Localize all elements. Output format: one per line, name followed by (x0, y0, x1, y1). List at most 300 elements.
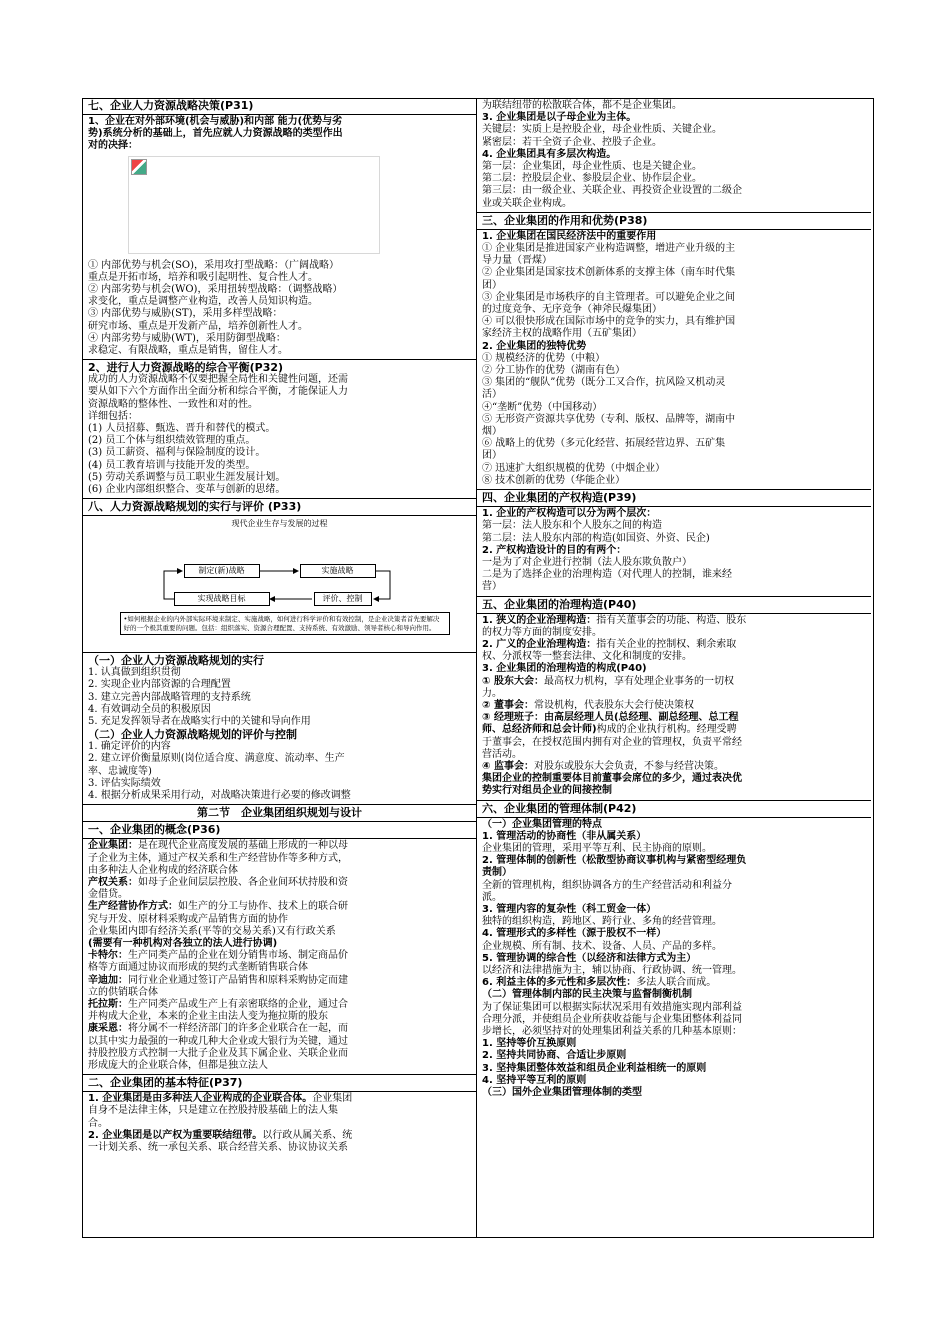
line-text: 业或关联企业构成。 (482, 197, 572, 209)
line-text: 导力量（晋煤） (482, 255, 552, 267)
line-text: 以经济和法律措施为主，辅以协商、行政协调、统一管理。 (482, 965, 742, 976)
text-line (482, 615, 866, 627)
line-text: ③ 集团的“舰队”优势（既分工又合作，抗风险又机动灵 (482, 377, 726, 389)
text-line (482, 688, 866, 700)
diagram-box-evaluate: 评价、控制 (314, 592, 372, 606)
text-line: ① 内部优势与机会(SO)，采用攻打型战略：（广阔战略） (88, 259, 340, 271)
text-line (482, 773, 866, 785)
text-line (482, 450, 866, 462)
text-line (482, 916, 866, 928)
text-line (482, 1002, 866, 1014)
line-text: 第二层：法人股东内部的构造(如国资、外资、民企) (482, 532, 710, 544)
text-line (482, 965, 866, 977)
line-text: 指有关企业的控制权、剩余索取 (596, 638, 737, 650)
bold-term: （三）国外企业集团管理体制的类型 (482, 1087, 642, 1099)
text-line (88, 950, 471, 962)
text-line (88, 1023, 471, 1035)
text-line (482, 953, 866, 965)
text-line (482, 316, 866, 328)
management-lines (482, 819, 866, 1100)
text-line (482, 892, 866, 904)
text-line (482, 1075, 866, 1087)
line-text: 第一层：企业集团，母企业性质、也是关键企业。 (482, 161, 702, 173)
line-text: ⑤ 无形资产资源共享优势（专利、版权、品牌等，湖南中 (482, 413, 736, 425)
bold-term: 1. 坚持等价互换原则 (482, 1038, 577, 1050)
text-line: 详细包括： (88, 410, 138, 422)
text-line (482, 855, 866, 867)
line-text: 构成的企业执行机构。经理受聘 (596, 724, 737, 736)
line-text: 是在现代企业高度发展的基础上形成的一种以母 (138, 840, 348, 852)
swot-block (83, 115, 476, 360)
bold-term: (需要有一种机构对各独立的法人进行协调) (88, 937, 278, 949)
text-line: 率、忠诚度等) (88, 765, 152, 777)
text-line (482, 508, 866, 520)
line-text: 的过度竞争、无序竞争（神斧民爆集团） (482, 304, 662, 316)
text-line: 4. 根据分析成果采用行动，对战略决策进行必要的修改调整 (88, 790, 351, 802)
text-line: 成功的人力资源战略不仅要把握全局性和关键性问题，还需 (88, 374, 348, 386)
group-concept-block (83, 839, 476, 1075)
bold-term: 2. 管理体制的创新性（松散型协商议事机构与紧密型经理负 (482, 855, 747, 867)
text-line: ② 内部劣势与机会(WO)，采用扭转型战略：（调整战略） (88, 284, 343, 296)
text-line (88, 1118, 471, 1130)
text-line (482, 149, 866, 161)
roles-lines (482, 231, 866, 487)
line-text: 企业集团 (312, 1093, 353, 1105)
text-line (482, 749, 866, 761)
text-line (482, 1026, 866, 1038)
text-line (482, 292, 866, 304)
line-text: 一是为了对企业进行控制（法人股东欺负散户） (482, 556, 692, 568)
bold-term: 1. 狭义的企业治理构造： (482, 614, 597, 626)
text-line (482, 1063, 866, 1075)
bold-term: ④ 监事会： (482, 760, 534, 772)
line-text: 全新的管理机构，组织协调各方的生产经营活动和利益分 (482, 879, 732, 891)
line-text: 企业集团的管理，采用平等互利、民主协商的原则。 (482, 842, 712, 854)
text-line (88, 999, 471, 1011)
bold-term: 2. 企业集团的独特优势 (482, 340, 587, 352)
swot-intro (88, 116, 471, 153)
bold-term: 2. 企业集团是以产权为重要联结纽带。 (88, 1129, 263, 1141)
line-text: 独特的组织构造，跨地区、跨行业、多角的经营管理。 (482, 916, 722, 928)
bold-term: ① 股东大会： (482, 675, 544, 687)
bold-term: 2. 产权构造设计的目的有两个： (482, 544, 627, 556)
text-line (482, 438, 866, 450)
text-line: (2) 员工个体与组织绩效管理的重点。 (88, 435, 256, 447)
line-text: 将分属不一样经济部门的许多企业联合在一起，而 (128, 1023, 348, 1035)
line-text: 自身不是法律主体，只是建立在控股持股基础上的法人集 (88, 1105, 338, 1117)
text-line (482, 724, 866, 736)
text-line (482, 365, 866, 377)
roles-title-block (477, 213, 871, 230)
text-line: 1. 认真做到组织贯彻 (88, 667, 181, 679)
text-line (482, 700, 866, 712)
management-title-block (477, 801, 871, 818)
implementation-lines (88, 667, 471, 728)
property-lines (482, 508, 866, 593)
bold-term: ③ 经理班子：由高层经理人员(总经理、副总经理、总工程 (482, 712, 739, 724)
text-line: (3) 员工薪资、福利与保险制度的设计。 (88, 447, 266, 459)
line-text: 团） (482, 450, 502, 462)
text-line (482, 1087, 866, 1099)
line-text: 究与开发、原材料采购或产品销售方面的协作 (88, 913, 288, 925)
text-line (482, 198, 866, 210)
line-text: 营活动。 (482, 748, 522, 760)
text-line (482, 941, 866, 953)
text-line (482, 463, 866, 475)
text-line (88, 975, 471, 987)
implementation-evaluation-block (83, 653, 476, 805)
bold-term: 1. 企业的产权构造可以分为两个层次： (482, 508, 657, 520)
implementation-subtitle: （一）企业人力资源战略规划的实行 (88, 654, 264, 668)
bold-term: 产权关系： (88, 876, 138, 888)
text-line (88, 1093, 471, 1105)
text-line (482, 426, 866, 438)
bold-term: 5. 管理协调的综合性（以经济和法律方式为主） (482, 952, 697, 964)
text-line: 求变化，重点是调整产业构造，改善人员知识构造。 (88, 296, 318, 308)
bold-term: 2. 坚持共同协商、合适让步原则 (482, 1050, 627, 1062)
text-line (88, 938, 471, 950)
line-text: 形成庞大的企业联合体，但都是独立法人 (88, 1059, 268, 1071)
implementation-title: 八、人力资源战略规划的实行与评价 (P33) (88, 500, 302, 514)
section-hr-strategy-decision (83, 99, 476, 115)
text-line (482, 627, 866, 639)
governance-lines (482, 615, 866, 798)
line-text: ⑧ 技术创新的优势（华能企业） (482, 474, 626, 486)
bold-term: 责制） (482, 867, 512, 879)
text-line (482, 353, 866, 365)
text-line (88, 1060, 471, 1072)
right-column (477, 99, 871, 1237)
text-line: (5) 劳动关系调整与员工职业生涯发展计划。 (88, 471, 286, 483)
text-line (482, 557, 866, 569)
text-line (482, 533, 866, 545)
text-line: 3. 评估实际绩效 (88, 777, 161, 789)
left-column (83, 99, 477, 1237)
line-text: 活） (482, 389, 502, 401)
text-line (88, 987, 471, 999)
text-line: 1、企业在对外部环境(机会与威胁)和内部 能力(优势与劣 (88, 116, 343, 127)
text-line (482, 255, 866, 267)
bold-term: 4. 坚持平等互利的原则 (482, 1074, 587, 1086)
governance-title-block (477, 597, 871, 614)
line-text: ① 企业集团是推进国家产业构造调整，增进产业升级的主 (482, 243, 736, 255)
line-text: 营） (482, 581, 502, 593)
bold-term: 1. 企业集团是由多种法人企业构成的企业联合体。 (88, 1093, 313, 1105)
line-text: 如母子企业间层层控股、各企业间环状持股和资 (138, 876, 348, 888)
line-text: 力。 (482, 687, 502, 699)
text-line (88, 962, 471, 974)
text-line (482, 831, 866, 843)
line-text: 烟） (482, 426, 502, 438)
text-line: 3. 建立完善内部战略管理的支持系统 (88, 691, 251, 703)
diagram-title: 现代企业生存与发展的过程 (231, 519, 328, 529)
text-line (482, 520, 866, 532)
document-page (82, 98, 874, 1238)
line-text: ② 企业集团是国家技术创新体系的支撑主体（南车时代集 (482, 267, 736, 279)
text-line (88, 1142, 471, 1154)
bold-term: 2. 广义的企业治理构造： (482, 638, 597, 650)
text-line: 对的决择： (88, 140, 138, 152)
text-line (482, 819, 866, 831)
line-text: 关键层：实质上是控股企业，母企业性质、关键企业。 (482, 124, 722, 136)
balance-lines (88, 374, 471, 496)
line-text: 派。 (482, 891, 502, 903)
group-concept-lines (88, 840, 471, 1072)
line-text: 为联结纽带的松散联合体，都不是企业集团。 (482, 100, 682, 111)
bold-term: 卡特尔： (88, 950, 128, 962)
bold-term: 势实行对组员企业的间接控制 (482, 785, 612, 797)
bold-term: 3. 管理内容的复杂性（科工贸金一体） (482, 903, 657, 915)
line-text: 立的供销联合体 (88, 986, 158, 998)
bold-term: 辛迪加： (88, 974, 128, 986)
evaluation-lines (88, 741, 471, 802)
text-line (482, 185, 866, 197)
text-line: 重点是开拓市场，培养和吸引起明性、复合性人才。 (88, 271, 318, 283)
management-title: 六、企业集团的管理体制(P42) (482, 801, 637, 815)
text-line (482, 651, 866, 663)
line-text: 的权力等方面的制度安排。 (482, 626, 602, 638)
line-text: 指有关董事会的功能、构造、股东 (596, 614, 747, 626)
line-text: 以行政从属关系、统 (262, 1129, 353, 1141)
text-line (482, 581, 866, 593)
text-line (482, 124, 866, 136)
bold-term: 企业集团： (88, 840, 138, 852)
text-line (88, 1130, 471, 1142)
line-text: 一计划关系、统一承包关系、联合经营关系、协议协议关系 (88, 1141, 348, 1153)
text-line (482, 377, 866, 389)
text-line (482, 231, 866, 243)
text-line: 2. 建立评价衡量原则(岗位适合度、满意度、流动率、生产 (88, 753, 345, 765)
text-line (482, 112, 866, 124)
text-line: 求稳定、有限战略，重点是销售，留住人才。 (88, 345, 288, 357)
bold-term: 3. 企业集团的治理构造的构成(P40) (482, 663, 647, 675)
text-line (482, 712, 866, 724)
line-text: 生产同类产品或生产上有亲密联络的企业，通过合 (128, 998, 348, 1010)
text-line: (4) 员工教育培训与技能开发的类型。 (88, 459, 256, 471)
line-text: 合。 (88, 1117, 108, 1129)
governance-title: 五、企业集团的治理构造(P40) (482, 597, 637, 611)
text-line: ③ 内部优势与威胁(ST)，采用多样型战略： (88, 308, 283, 320)
text-line (482, 843, 866, 855)
bold-term: 康采恩： (88, 1023, 128, 1035)
line-text: 紧密层：若干全资子企业、控股子企业。 (482, 136, 662, 148)
group-features-lines (88, 1093, 471, 1154)
section-title: 七、企业人力资源战略决策(P31) (88, 99, 254, 112)
text-line (482, 989, 866, 1001)
section-2-title: 第二节 企业集团组织规划与设计 (197, 806, 362, 820)
bold-term: 6. 利益主体的多元性和多层次性： (482, 977, 637, 989)
bold-term: （一）企业集团管理的特点 (482, 818, 602, 830)
line-text: 常设机构，代表股东大会行使决策权 (533, 699, 694, 711)
strategy-process-diagram (83, 516, 476, 653)
balance-title: 2、进行人力资源战略的综合平衡(P32) (88, 361, 284, 375)
text-line (88, 1048, 471, 1060)
text-line (88, 901, 471, 913)
bold-term: ② 董事会： (482, 699, 534, 711)
line-text: 于董事会，在授权范围内拥有对企业的管理权，负责平常经 (482, 736, 742, 748)
line-text: 生产同类产品的企业在划分销售市场、制定商品价 (128, 950, 348, 962)
text-line (482, 173, 866, 185)
balance-block (83, 360, 476, 499)
swot-lines (88, 260, 471, 358)
group-features-block (83, 1092, 476, 1156)
text-line (88, 877, 471, 889)
governance-block (477, 614, 871, 801)
text-line: 4. 有效调动全员的积极原因 (88, 703, 211, 715)
bold-term: 3. 企业集团是以子母企业为主体。 (482, 112, 637, 124)
text-line: 1. 确定评价的内容 (88, 741, 171, 753)
line-text: ⑦ 迅速扩大组织规模的优势（中烟企业） (482, 462, 666, 474)
line-text: 第三层：由一级企业、关联企业、再投资企业设置的二级企 (482, 185, 742, 197)
text-line: 2. 实现企业内部资源的合理配置 (88, 679, 231, 691)
features-continued-block (477, 99, 871, 213)
line-text: ④“垄断”优势（中国移动） (482, 401, 603, 413)
text-line (482, 389, 866, 401)
management-block (477, 818, 871, 1102)
text-line (88, 853, 471, 865)
text-line (88, 1036, 471, 1048)
line-text: 金借贷。 (88, 889, 128, 901)
text-line (482, 304, 866, 316)
text-line (482, 737, 866, 749)
bold-term: 托拉斯： (88, 998, 128, 1010)
bold-term: 生产经营协作方式： (88, 901, 178, 913)
text-line (482, 761, 866, 773)
roles-title: 三、企业集团的作用和优势(P38) (482, 213, 648, 227)
line-text: 子企业为主体，通过产权关系和生产经营协作等多种方式， (88, 852, 348, 864)
bold-term: （二）管理体制内部的民主决策与监督制衡机制 (482, 989, 692, 1001)
evaluation-subtitle: （二）企业人力资源战略规划的评价与控制 (88, 728, 297, 742)
line-text: 为了保证集团可以根据实际状况采用有效措施实现内部利益 (482, 1001, 742, 1013)
bold-term: 集团企业的控制重要体目前董事会席位的多少，通过表决优 (482, 773, 742, 785)
line-text: 家经济主权的战略作用（五矿集团） (482, 328, 642, 340)
text-line (482, 280, 866, 292)
bold-term: 1. 管理活动的协商性（非从属关系） (482, 830, 647, 842)
text-line: 资源战略的整体性、一致性和对的性。 (88, 398, 258, 410)
text-line (482, 100, 866, 112)
text-line: (6) 企业内部组织整合、变革与创新的思绪。 (88, 484, 286, 496)
line-text: 同行业企业通过签订产品销售和原料采购协定而建 (128, 974, 348, 986)
roles-block (477, 230, 871, 490)
diagram-box-formulate: 制定(新)战略 (184, 564, 260, 578)
line-text: 企业集团内即有经济关系(平等的交易关系)又有行政关系 (88, 925, 336, 937)
section-2-title-block (83, 805, 476, 822)
text-line (482, 785, 866, 797)
text-line (482, 676, 866, 688)
line-text: 多法人联合而成。 (636, 977, 717, 989)
group-features-title-block (83, 1075, 476, 1092)
property-title: 四、企业集团的产权构造(P39) (482, 491, 637, 505)
swot-image-placeholder (128, 156, 380, 254)
text-line (482, 639, 866, 651)
line-text: 如生产的分工与协作、技术上的联合研 (178, 901, 348, 913)
bold-term: 3. 坚持集团整体效益和组员企业利益相统一的原则 (482, 1062, 707, 1074)
diagram-note: •如何根据企业的内外部实际环境来制定、实施战略，如何进行科学评价和有效控制，是企业决策者首先要解决好的一个极其重要的问题。包括：组织落实、资源合理配置、支持系统、有效激励、领导者核心和导向作用。 (120, 612, 450, 635)
line-text: 合理分派，并使组员企业所获收益能与企业集团整体利益同 (482, 1013, 742, 1025)
bold-term: 1. 企业集团在国民经济法中的重要作用 (482, 230, 657, 242)
line-text: 二是为了选择企业的治理构造（对代理人的控制，谁来经 (482, 569, 732, 581)
text-line (88, 1105, 471, 1117)
text-line (482, 267, 866, 279)
text-line (482, 663, 866, 675)
group-concept-title: 一、企业集团的概念(P36) (88, 823, 221, 837)
text-line (482, 328, 866, 340)
line-text: ② 分工协作的优势（湖南有色） (482, 365, 626, 377)
text-line (482, 880, 866, 892)
text-line: (1) 人员招募、甄选、晋升和替代的模式。 (88, 423, 276, 435)
line-text: 第一层：法人股东和个人股东之间的构造 (482, 520, 662, 532)
text-line (482, 402, 866, 414)
text-line (482, 977, 866, 989)
line-text: 团） (482, 279, 502, 291)
text-line (88, 865, 471, 877)
text-line: 5. 充足发挥领导者在战略实行中的关键和导向作用 (88, 716, 311, 728)
text-line (88, 914, 471, 926)
line-text: 企业规模、所有制、技术、设备、人员、产品的多样。 (482, 940, 722, 952)
line-text: ④ 可以很快形成在国际市场中的竞争的实力，具有维护国 (482, 316, 736, 328)
text-line (482, 1050, 866, 1062)
bold-term: 4. 企业集团具有多层次构造。 (482, 148, 617, 160)
line-text: 以其中实力最强的一种或几种大企业或大银行为关键，通过 (88, 1035, 348, 1047)
group-concept-title-block (83, 822, 476, 839)
text-line (482, 1038, 866, 1050)
text-line: 要从如下六个方面作出全面分析和综合平衡，才能保证人力 (88, 386, 348, 398)
line-text: 并构成大企业，本来的企业主由法人变为拖拉斯的股东 (88, 1011, 328, 1023)
features-continued-lines (482, 100, 866, 210)
bold-term: 4. 管理形式的多样性（源于股权不一样） (482, 928, 667, 940)
diagram-box-achieve: 实现战略目标 (174, 592, 270, 606)
line-text: 对股东或股东大会负责，不参与经营决策。 (533, 760, 724, 772)
text-line: 研究市场、重点是开发新产品，培养创新性人才。 (88, 320, 308, 332)
text-line (482, 545, 866, 557)
text-line (482, 243, 866, 255)
property-block (477, 507, 871, 596)
text-line (88, 926, 471, 938)
line-text: 步增长，必须坚持对的处理集团利益关系的几种基本原则： (482, 1026, 742, 1038)
text-line (482, 867, 866, 879)
text-line: 势)系统分析的基础上，首先应就人力资源战略的类型作出 (88, 128, 343, 140)
text-line (482, 1014, 866, 1026)
text-line (482, 161, 866, 173)
implementation-title-block (83, 499, 476, 516)
text-line (482, 928, 866, 940)
property-title-block (477, 490, 871, 507)
diagram-box-implement: 实施战略 (300, 564, 376, 578)
text-line: ④ 内部劣势与威胁(WT)，采用防御型战略： (88, 332, 286, 344)
text-line (88, 889, 471, 901)
group-features-title: 二、企业集团的基本特征(P37) (88, 1076, 243, 1090)
line-text: ③ 企业集团是市场秩序的自主管理者。可以避免企业之间 (482, 291, 736, 303)
line-text: 持股控股方式控制一大批子企业及其下属企业、关联企业而 (88, 1047, 348, 1059)
text-line (482, 569, 866, 581)
text-line (482, 414, 866, 426)
line-text: 由多种法人企业构成的经济联合体 (88, 864, 238, 876)
text-line (482, 475, 866, 487)
text-line (482, 137, 866, 149)
text-line (88, 840, 471, 852)
line-text: 第二层：控股层企业、参股层企业、协作层企业。 (482, 173, 702, 185)
text-line (482, 904, 866, 916)
bold-term: 师、总经济师和总会计师) (482, 724, 597, 736)
broken-image-icon (131, 159, 147, 175)
line-text: ① 规模经济的优势（中粮） (482, 352, 606, 364)
line-text: ⑥ 战略上的优势（多元化经营、拓展经营边界、五矿集 (482, 438, 726, 450)
line-text: 最高权力机构，享有处理企业事务的一切权 (543, 675, 734, 687)
line-text: 权、分派权等一整套法律、文化和制度的安排。 (482, 651, 692, 663)
line-text: 格等方面通过协议而形成的契约式垄断销售联合体 (88, 962, 308, 974)
text-line (88, 1011, 471, 1023)
text-line (482, 341, 866, 353)
